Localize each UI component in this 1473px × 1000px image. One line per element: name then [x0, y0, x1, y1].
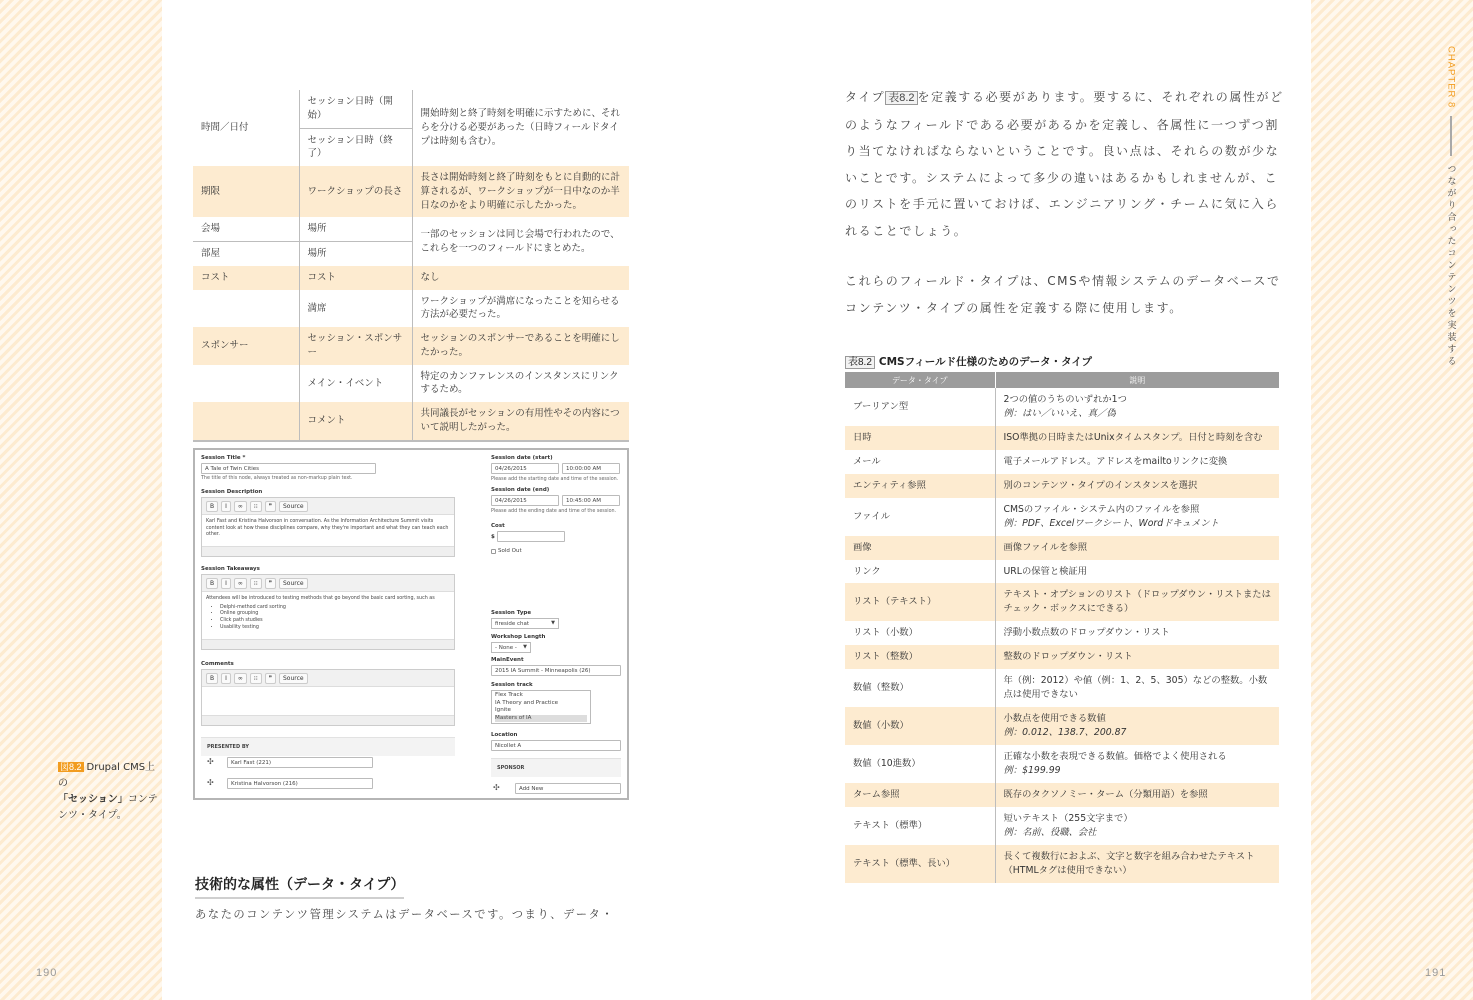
table-cell: メイン・イベント — [299, 365, 412, 403]
data-type-cell: リスト（小数） — [845, 621, 995, 645]
description-cell — [995, 621, 1279, 645]
table-cell: 開始時刻と終了時刻を明確に示すために、それらを分ける必要があった（日時フィールドタイプは時刻も含む）。 — [420, 108, 621, 147]
table-row — [193, 266, 629, 290]
description-cell — [995, 560, 1279, 584]
editor-resize-bar[interactable] — [202, 546, 454, 556]
caption-text: Drupal CMS上の — [58, 762, 156, 789]
table-cell: セッション日時（開始） — [299, 90, 412, 128]
table-cell: コメント — [299, 402, 412, 441]
description-text: Karl Fast and Kristina Halvorson in conversation. As the Information Architecture Summit visits content look at how these disciplines compare, why they're important and what they can teach each other. — [206, 519, 449, 538]
table-row — [845, 783, 1279, 807]
table-cell: ワークショップが満席になったことを知らせる方法が必要だった。 — [420, 295, 620, 321]
table-cell — [193, 290, 299, 328]
table-row — [193, 90, 629, 128]
table-row — [845, 388, 1279, 426]
listbox-option[interactable]: Ignite — [495, 707, 511, 714]
editor-resize-bar[interactable] — [202, 715, 454, 725]
table-reference: 表8.2 — [885, 91, 917, 105]
location-input[interactable]: Nicollet A — [491, 740, 621, 751]
table-row — [845, 426, 1279, 450]
example-text: 例：0.012、138.7、200.87 — [1003, 727, 1127, 738]
table-cell: ワークショップの長さ — [299, 166, 412, 217]
table-row — [845, 560, 1279, 584]
caption-text: コンテンツ・タイプ。 — [58, 794, 158, 821]
session-track-listbox[interactable] — [491, 690, 591, 724]
description-text: 年（例：2012）や値（例：1、2、5、305）などの整数。小数点は使用できない — [1003, 675, 1268, 701]
description-cell — [995, 845, 1279, 883]
data-type-cell: リスト（テキスト） — [845, 583, 995, 621]
data-type-cell: ブーリアン型 — [845, 388, 995, 426]
table-cell: 特定のカンファレンスのインスタンスにリンクするため。 — [420, 370, 619, 396]
description-text: 短いテキスト（255文字まで） — [1003, 812, 1133, 824]
left-margin-stripe — [0, 0, 162, 1000]
data-type-cell: リスト（整数） — [845, 645, 995, 669]
table-row — [845, 450, 1279, 474]
description-cell — [995, 498, 1279, 536]
comments-editor[interactable] — [201, 669, 455, 726]
session-type-select[interactable] — [491, 618, 559, 629]
example-text: 例：PDF、Excelワークシート、Wordドキュメント — [1003, 517, 1219, 529]
body-paragraph: あなたのコンテンツ管理システムはデータベースです。つまり、データ・ — [195, 908, 615, 921]
link-icon[interactable]: ∞ — [234, 673, 247, 684]
data-type-cell: テキスト（標準） — [845, 807, 995, 845]
description-cell — [995, 450, 1279, 474]
session-attributes-table — [193, 90, 629, 442]
table-title-text: CMSフィールド仕様のためのデータ・タイプ — [878, 356, 1093, 368]
description-cell — [995, 669, 1279, 707]
table-row — [845, 583, 1279, 621]
description-cell — [995, 474, 1279, 498]
description-text: 浮動小数点数のドロップダウン・リスト — [1003, 627, 1170, 639]
takeaways-content — [202, 592, 454, 636]
bulleted-list-icon[interactable]: ⁝⁝ — [250, 501, 262, 512]
table-cell: 長さは開始時刻と終了時刻をもとに自動的に計算されるが、ワークショップが一日中なのか半日なのかをより明確に示したかった。 — [412, 166, 629, 217]
link-icon[interactable]: ∞ — [234, 501, 247, 512]
table-row — [845, 474, 1279, 498]
table-cell: セッションのスポンサーであることを明確にしたかった。 — [412, 327, 629, 365]
cost-label: Cost — [491, 523, 505, 529]
drupal-session-form-screenshot — [193, 448, 629, 800]
data-type-cell: メール — [845, 450, 995, 474]
table-cell: 部屋 — [193, 242, 299, 266]
data-type-cell: 数値（整数） — [845, 669, 995, 707]
dropdown-arrow-icon: ▼ — [551, 620, 555, 626]
date-start-input[interactable]: 04/26/2015 — [491, 463, 559, 474]
chapter-running-header — [1443, 46, 1459, 368]
list-item: • Usability testing — [220, 625, 450, 632]
chapter-divider — [1450, 116, 1452, 156]
example-text: 例：はい／いいえ、真／偽 — [1003, 407, 1116, 419]
page-number-left: 190 — [36, 967, 58, 979]
presenter-autocomplete[interactable]: Kristina Halvorson (216) — [227, 778, 373, 789]
workshop-length-value: - None - — [495, 645, 517, 651]
italic-button[interactable]: I — [221, 578, 231, 589]
table-cell: 場所 — [299, 217, 412, 241]
caption-bold: 「セッション」 — [58, 794, 128, 805]
date-end-input[interactable]: 04/26/2015 — [491, 495, 559, 506]
description-text: 既存のタクソノミー・ターム（分類用語）を参照 — [1003, 788, 1208, 800]
table-row — [845, 807, 1279, 845]
description-editor[interactable] — [201, 497, 455, 557]
example-text: 例：$199.99 — [1003, 764, 1061, 776]
table-row — [845, 621, 1279, 645]
date-end-hint: Please add the ending date and time of the session. — [491, 509, 617, 514]
table-cell: 満席 — [299, 290, 412, 328]
bulleted-list-icon[interactable]: ⁝⁝ — [250, 578, 262, 589]
presented-by-header: PRESENTED BY — [201, 737, 455, 756]
time-start-input[interactable]: 10:00:00 AM — [562, 463, 620, 474]
page-number-right: 191 — [1425, 967, 1447, 979]
table-title — [845, 353, 1092, 369]
table-header-row — [845, 372, 1279, 388]
data-type-cell: 日時 — [845, 426, 995, 450]
list-item: • Online grouping — [220, 611, 450, 618]
table-row — [193, 402, 629, 441]
description-cell — [995, 426, 1279, 450]
description-cell — [995, 388, 1279, 426]
italic-button[interactable]: I — [221, 501, 231, 512]
dropdown-arrow-icon: ▼ — [523, 644, 527, 650]
checkbox-box[interactable] — [491, 549, 496, 554]
description-cell — [995, 645, 1279, 669]
session-title-input[interactable]: A Tale of Twin Cities — [201, 463, 376, 474]
quote-icon[interactable]: ❞ — [265, 673, 276, 684]
table-cell: コスト — [193, 266, 299, 290]
listbox-option[interactable]: IA Theory and Practice — [495, 699, 559, 706]
table-cell: コスト — [299, 266, 412, 290]
data-type-cell: テキスト（標準、長い） — [845, 845, 995, 883]
table-cell — [193, 365, 299, 403]
table-cell: なし — [412, 266, 629, 290]
description-cell — [995, 783, 1279, 807]
table-number-tag: 表8.2 — [845, 356, 875, 369]
description-text: URLの保管と検証用 — [1003, 565, 1088, 577]
time-end-input[interactable]: 10:45:00 AM — [562, 495, 620, 506]
sold-out-checkbox[interactable] — [491, 548, 522, 554]
drag-handle-icon[interactable]: ✣ — [207, 778, 214, 787]
description-text: 小数点を使用できる数値 — [1003, 713, 1106, 725]
quote-icon[interactable]: ❞ — [265, 501, 276, 512]
list-item: • Click path studies — [220, 618, 450, 625]
link-icon[interactable]: ∞ — [234, 578, 247, 589]
example-text: 例：名前、役職、会社 — [1003, 826, 1097, 838]
table-cell — [193, 402, 299, 441]
italic-button[interactable]: I — [221, 673, 231, 684]
body-paragraph — [845, 84, 1285, 244]
data-type-cell: 画像 — [845, 536, 995, 560]
workshop-length-label: Workshop Length — [491, 634, 546, 640]
source-button[interactable]: Source — [279, 673, 308, 684]
paragraph-text: タイプ — [845, 90, 886, 104]
chapter-title: つながり合ったコンテンツを実装する — [1445, 164, 1456, 369]
presenter-autocomplete[interactable]: Karl Fast (221) — [227, 757, 373, 768]
sponsor-autocomplete[interactable]: Add New — [515, 783, 621, 794]
description-text: 正確な小数を表現できる数値。価格でよく使用される — [1003, 750, 1227, 762]
drag-handle-icon[interactable]: ✣ — [493, 783, 500, 792]
editor-resize-bar[interactable] — [202, 639, 454, 649]
cost-input[interactable] — [497, 531, 565, 542]
session-type-label: Session Type — [491, 610, 532, 616]
table-row — [845, 707, 1279, 745]
column-header: データ・タイプ — [845, 372, 995, 388]
table-cell: 期限 — [193, 166, 299, 217]
data-types-table — [845, 372, 1279, 883]
data-type-cell: 数値（10進数） — [845, 745, 995, 783]
description-text: 画像ファイルを参照 — [1003, 541, 1087, 553]
session-type-value: fireside chat — [495, 621, 530, 627]
data-type-cell: ファイル — [845, 498, 995, 536]
source-button[interactable]: Source — [279, 501, 308, 512]
description-text: テキスト・オプションのリスト（ドロップダウン・リストまたはチェック・ボックスにできる） — [1003, 589, 1271, 615]
paragraph-text: を定義する必要があります。要するに、それぞれの属性がどのようなフィールドである必要があるかを定義し、各属性に一つずつ割り当てなければならないということです。良い点は、それらの数が少ないことです。システムによって多少の違いはあるかもしれませんが、このリストを手元に置いておけば、エンジニアリング・チームに気に入られることでしょう。 — [845, 90, 1284, 238]
sold-out-label: Sold Out — [498, 548, 522, 554]
table-cell: 時間／日付 — [201, 122, 249, 134]
description-text: 電子メールアドレス。アドレスをmailtoリンクに変換 — [1003, 455, 1228, 467]
main-event-input[interactable]: 2015 IA Summit - Minneapolis (26) — [491, 665, 621, 676]
description-cell — [995, 807, 1279, 845]
table-row — [845, 669, 1279, 707]
source-button[interactable]: Source — [279, 578, 308, 589]
session-title-label: Session Title * — [201, 455, 246, 461]
description-cell — [995, 536, 1279, 560]
editor-toolbar — [202, 670, 454, 687]
takeaways-intro: Attendees will be introduced to testing methods that go beyond the basic card sorting, such as — [206, 596, 435, 601]
table-row — [845, 645, 1279, 669]
description-cell — [995, 583, 1279, 621]
main-event-label: MainEvent — [491, 657, 524, 663]
table-cell: 一部のセッションは同じ会場で行われたので、これらを一つのフィールドにまとめた。 — [420, 228, 620, 254]
workshop-length-select[interactable] — [491, 642, 531, 653]
editor-toolbar — [202, 498, 454, 515]
table-row — [193, 365, 629, 403]
drag-handle-icon[interactable]: ✣ — [207, 757, 214, 766]
table-row — [193, 327, 629, 365]
bold-button[interactable]: B — [206, 673, 218, 684]
sponsor-header: SPONSOR — [491, 758, 621, 777]
table-row — [193, 166, 629, 217]
table-row — [193, 217, 629, 241]
description-text: 別のコンテンツ・タイプのインスタンスを選択 — [1003, 479, 1198, 491]
table-cell: セッション・スポンサー — [299, 327, 412, 365]
session-track-label: Session track — [491, 682, 533, 688]
cost-prefix: $ — [491, 534, 495, 540]
session-description-label: Session Description — [201, 489, 263, 495]
quote-icon[interactable]: ❞ — [265, 578, 276, 589]
body-paragraph: これらのフィールド・タイプは、CMSや情報システムのデータベースでコンテンツ・タイプの属性を定義する際に使用します。 — [845, 274, 1281, 315]
date-start-hint: Please add the starting date and time of the session. — [491, 477, 619, 482]
description-text: CMSのファイル・システム内のファイルを参照 — [1003, 503, 1200, 515]
table-row — [845, 498, 1279, 536]
column-header: 説明 — [995, 372, 1279, 388]
location-label: Location — [491, 732, 518, 738]
session-takeaways-label: Session Takeaways — [201, 566, 260, 572]
section-heading: 技術的な属性（データ・タイプ） — [195, 874, 404, 899]
data-type-cell: 数値（小数） — [845, 707, 995, 745]
bold-button[interactable]: B — [206, 501, 218, 512]
data-type-cell: ターム参照 — [845, 783, 995, 807]
description-text: ISO準拠の日時またはUnixタイムスタンプ。日付と時刻を含む — [1003, 431, 1263, 443]
description-cell — [995, 707, 1279, 745]
takeaways-list — [206, 605, 450, 632]
date-end-label: Session date (end) — [491, 487, 550, 493]
data-type-cell: エンティティ参照 — [845, 474, 995, 498]
table-body — [845, 388, 1279, 883]
table-row — [845, 845, 1279, 883]
table-cell: 共同議長がセッションの有用性やその内容について説明したがった。 — [412, 402, 629, 441]
editor-toolbar — [202, 575, 454, 592]
list-item: • Delphi-method card sorting — [220, 605, 450, 612]
description-text: 長くて複数行におよぶ、文字と数字を組み合わせたテキスト（HTMLタグは使用できない） — [1003, 850, 1255, 876]
table-cell: セッション日時（終了） — [299, 128, 412, 166]
bulleted-list-icon[interactable]: ⁝⁝ — [250, 673, 262, 684]
table-row — [193, 290, 629, 328]
figure-caption — [58, 760, 158, 824]
comments-label: Comments — [201, 661, 234, 667]
figure-number-tag: 図8.2 — [60, 762, 82, 772]
description-cell — [995, 745, 1279, 783]
table-row — [845, 536, 1279, 560]
description-text: 2つの値のうちのいずれか1つ — [1003, 394, 1127, 405]
table-cell: スポンサー — [193, 327, 299, 365]
bold-button[interactable]: B — [206, 578, 218, 589]
table-row — [845, 745, 1279, 783]
table-cell: 場所 — [299, 242, 412, 266]
data-type-cell: リンク — [845, 560, 995, 584]
listbox-option-selected[interactable]: Masters of IA — [495, 715, 587, 723]
listbox-option[interactable]: Flex Track — [495, 692, 523, 698]
table-cell: 会場 — [201, 223, 221, 235]
session-title-hint: The title of this node, always treated as non-markup plain text. — [201, 476, 353, 481]
date-start-label: Session date (start) — [491, 455, 553, 461]
takeaways-editor[interactable] — [201, 574, 455, 650]
description-text: 整数のドロップダウン・リスト — [1003, 651, 1133, 663]
chapter-label: CHAPTER 8 — [1445, 46, 1457, 109]
